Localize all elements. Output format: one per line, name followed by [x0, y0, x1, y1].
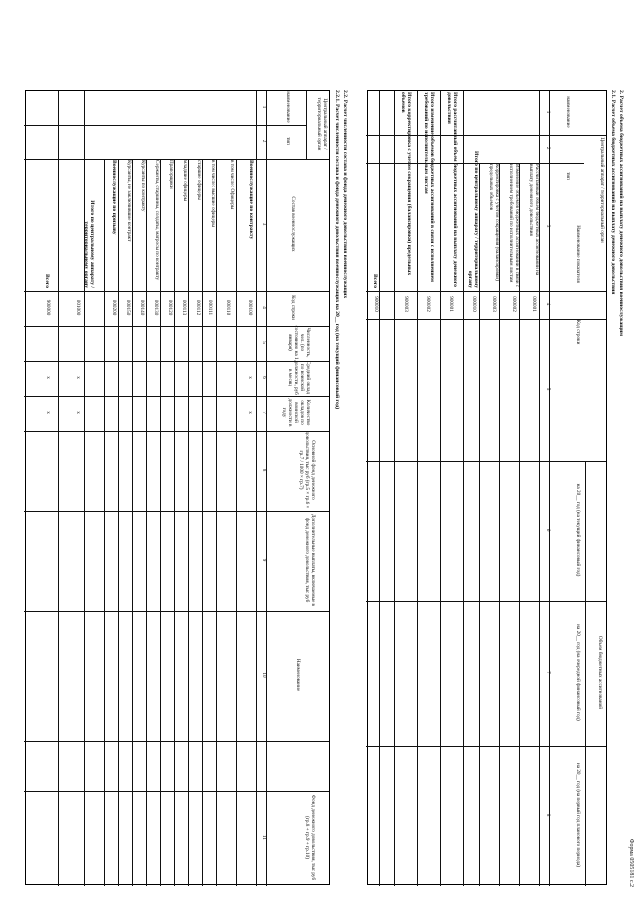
t1-colnum: 8: [545, 813, 551, 817]
t2-header-type: тип: [285, 137, 291, 145]
t1-header-code: Код строки: [575, 319, 581, 345]
t1-colnum: 7: [545, 671, 551, 674]
row-code: 000100: [247, 299, 253, 316]
total-org-label: Итого по центральному аппарату / территориальному органу: [466, 150, 479, 288]
t2-header-qty: Количество окладов по воинской должности в году: [281, 398, 311, 427]
row-code: 000150: [125, 299, 131, 316]
t1-colnum: 3: [545, 224, 551, 228]
x-mark: x: [247, 376, 253, 379]
row-code: 000003: [491, 296, 497, 312]
row-code: 000010: [471, 296, 477, 312]
total-row: Итого корректировка с учетом сокращения (балансировки) предельных объемов: [399, 92, 412, 276]
table-row: Курсанты по контракту: [140, 160, 146, 212]
table-row: Военнослужащие по призыву: [111, 160, 117, 235]
t1-header-year3: на 20__ год (на первый год планового периода): [575, 762, 581, 868]
t2-colnum: 8: [261, 468, 267, 472]
t2-header-name2: Наименование: [295, 658, 301, 692]
t2-colnum: 7: [261, 411, 267, 414]
row-code: 900003: [403, 296, 409, 312]
table-2: [25, 90, 330, 885]
section1-title: 2. Расчет объема бюджетных ассигнований на выплату денежного довольствия военнослужащим: [618, 90, 624, 337]
total-row: Итого изменение объемов бюджетных ассигнований в связи с исполнением требований по исполнительным листам: [422, 92, 435, 282]
row-code: 000130: [153, 299, 159, 316]
t1-header-year2: на 20__ год (на очередной финансовый год): [575, 624, 581, 721]
t2-colnum: 1: [261, 105, 267, 109]
t1-colnum: 5: [545, 387, 551, 391]
grand-total-label: Всего: [44, 274, 50, 288]
row-code: 000110: [225, 299, 231, 316]
row-code: 000200: [111, 299, 117, 316]
t1-colnum: 1: [545, 110, 551, 114]
t2-colnum: 6: [261, 376, 267, 379]
t1-header-year1: на 20__ год (на текущий финансовый год): [575, 483, 581, 577]
section2-title: 2.2. Расчет численности состава и фонда денежного довольствия военнослужащих: [342, 90, 348, 299]
row-code: 900001: [448, 296, 454, 312]
row-code: 000113: [181, 299, 187, 316]
section1-subtitle: 2.1. Расчет объема бюджетных ассигнований на выплату денежного довольствия: [610, 90, 616, 295]
table-row: младшие офицеры: [182, 160, 188, 202]
t1-colnum: 4: [545, 302, 551, 306]
row-code: 000120: [167, 299, 173, 316]
row-code: 900000: [45, 299, 51, 316]
table-row: Корректировка с учетом сокращения (балансировки) предельных объемов: [488, 164, 500, 281]
table-row: Курсанты, не заключившие контракт: [126, 160, 132, 242]
row-code: 000112: [195, 299, 201, 316]
section2-subtitle: 2.2.1. Расчет численности состава и фонда денежного довольствия военнослужащих на 20__ год (на текущий финансовый год): [334, 90, 340, 410]
total-row: Итого рассчитанный объем бюджетных ассигнований на выплату денежного довольствия: [445, 92, 458, 287]
table-row: Изменение объемов бюджетных ассигнований в связи с исполнением требований по исполнительным листам: [508, 164, 520, 288]
table-row: Прапорщики: [168, 160, 174, 189]
t1-header-org: Центральный аппарат / территориальный орган: [599, 137, 605, 243]
t1-header-type: тип: [565, 172, 571, 180]
t2-header-staff: Состав военнослужащих: [290, 196, 296, 252]
t2-colnum: 4: [261, 306, 267, 309]
x-mark: x: [75, 376, 81, 379]
t2-colnum: 9: [261, 558, 267, 562]
t1-colnum: 6: [545, 528, 551, 532]
t2-header-fund: Фонд денежного довольствия, тыс руб (гр.8 + гр.9 + гр.10): [304, 794, 316, 881]
total-org-label: Итого по центральному аппарату / территориальному органу: [82, 200, 95, 288]
t2-header-code: Код строки: [290, 295, 296, 320]
t2-header-count: Численность, чел. (по состоянию на 1 января): [287, 325, 311, 360]
t2-header-salary: Средний оклад по воинской должности, руб в месяц: [287, 360, 311, 395]
table-row: в том числе: высшие офицеры: [210, 160, 216, 227]
row-code: 001000: [75, 299, 81, 316]
t2-header-name: наименование: [285, 91, 291, 123]
form-number: Форма 0505181 с.2: [628, 838, 634, 887]
t2-header-org: Центральный аппарат / территориальный орган: [316, 97, 328, 151]
t1-header-indicator: Наименование показателя: [575, 225, 581, 283]
x-mark: x: [45, 411, 51, 414]
row-code: 000002: [511, 296, 517, 312]
x-mark: x: [45, 376, 51, 379]
t1-colnum: 2: [545, 146, 551, 150]
table-row: в том числе: Офицеры: [229, 160, 235, 210]
t2-colnum: 2: [261, 139, 267, 143]
x-mark: x: [75, 411, 81, 414]
t2-colnum: 11: [261, 835, 267, 840]
table-row: Военнослужащие по контракту: [248, 160, 254, 240]
t1-header-name: наименование: [565, 96, 571, 128]
grand-total-label: Всего: [372, 274, 378, 288]
row-code: 900002: [425, 296, 431, 312]
t2-colnum: 10: [261, 672, 267, 678]
t2-header-main-fund: Основной фонд денежного довольствия, тыс руб (гр.5 × гр.6 × гр.7 / 1000 × гр.7): [298, 431, 316, 509]
t2-header-extra: Дополнительные выплаты, включаемые в фонд денежного довольствия, тыс руб: [304, 513, 316, 607]
t2-colnum: 3: [261, 222, 267, 226]
t1-header-volume: Объем бюджетных ассигнований: [597, 635, 603, 710]
table-row: Сержанты, старшины, солдаты, матросы по контракту: [154, 160, 160, 281]
row-code: 000140: [139, 299, 145, 316]
table-row: Рассчитанный объем бюджетных ассигнований на выплату денежного довольствия: [528, 164, 540, 276]
row-code: 000111: [207, 299, 213, 316]
row-code: 000001: [531, 296, 537, 312]
row-code: 900010: [373, 296, 379, 312]
t2-colnum: 5: [261, 341, 267, 344]
table-row: старшие офицеры: [196, 160, 202, 200]
x-mark: x: [247, 411, 253, 414]
